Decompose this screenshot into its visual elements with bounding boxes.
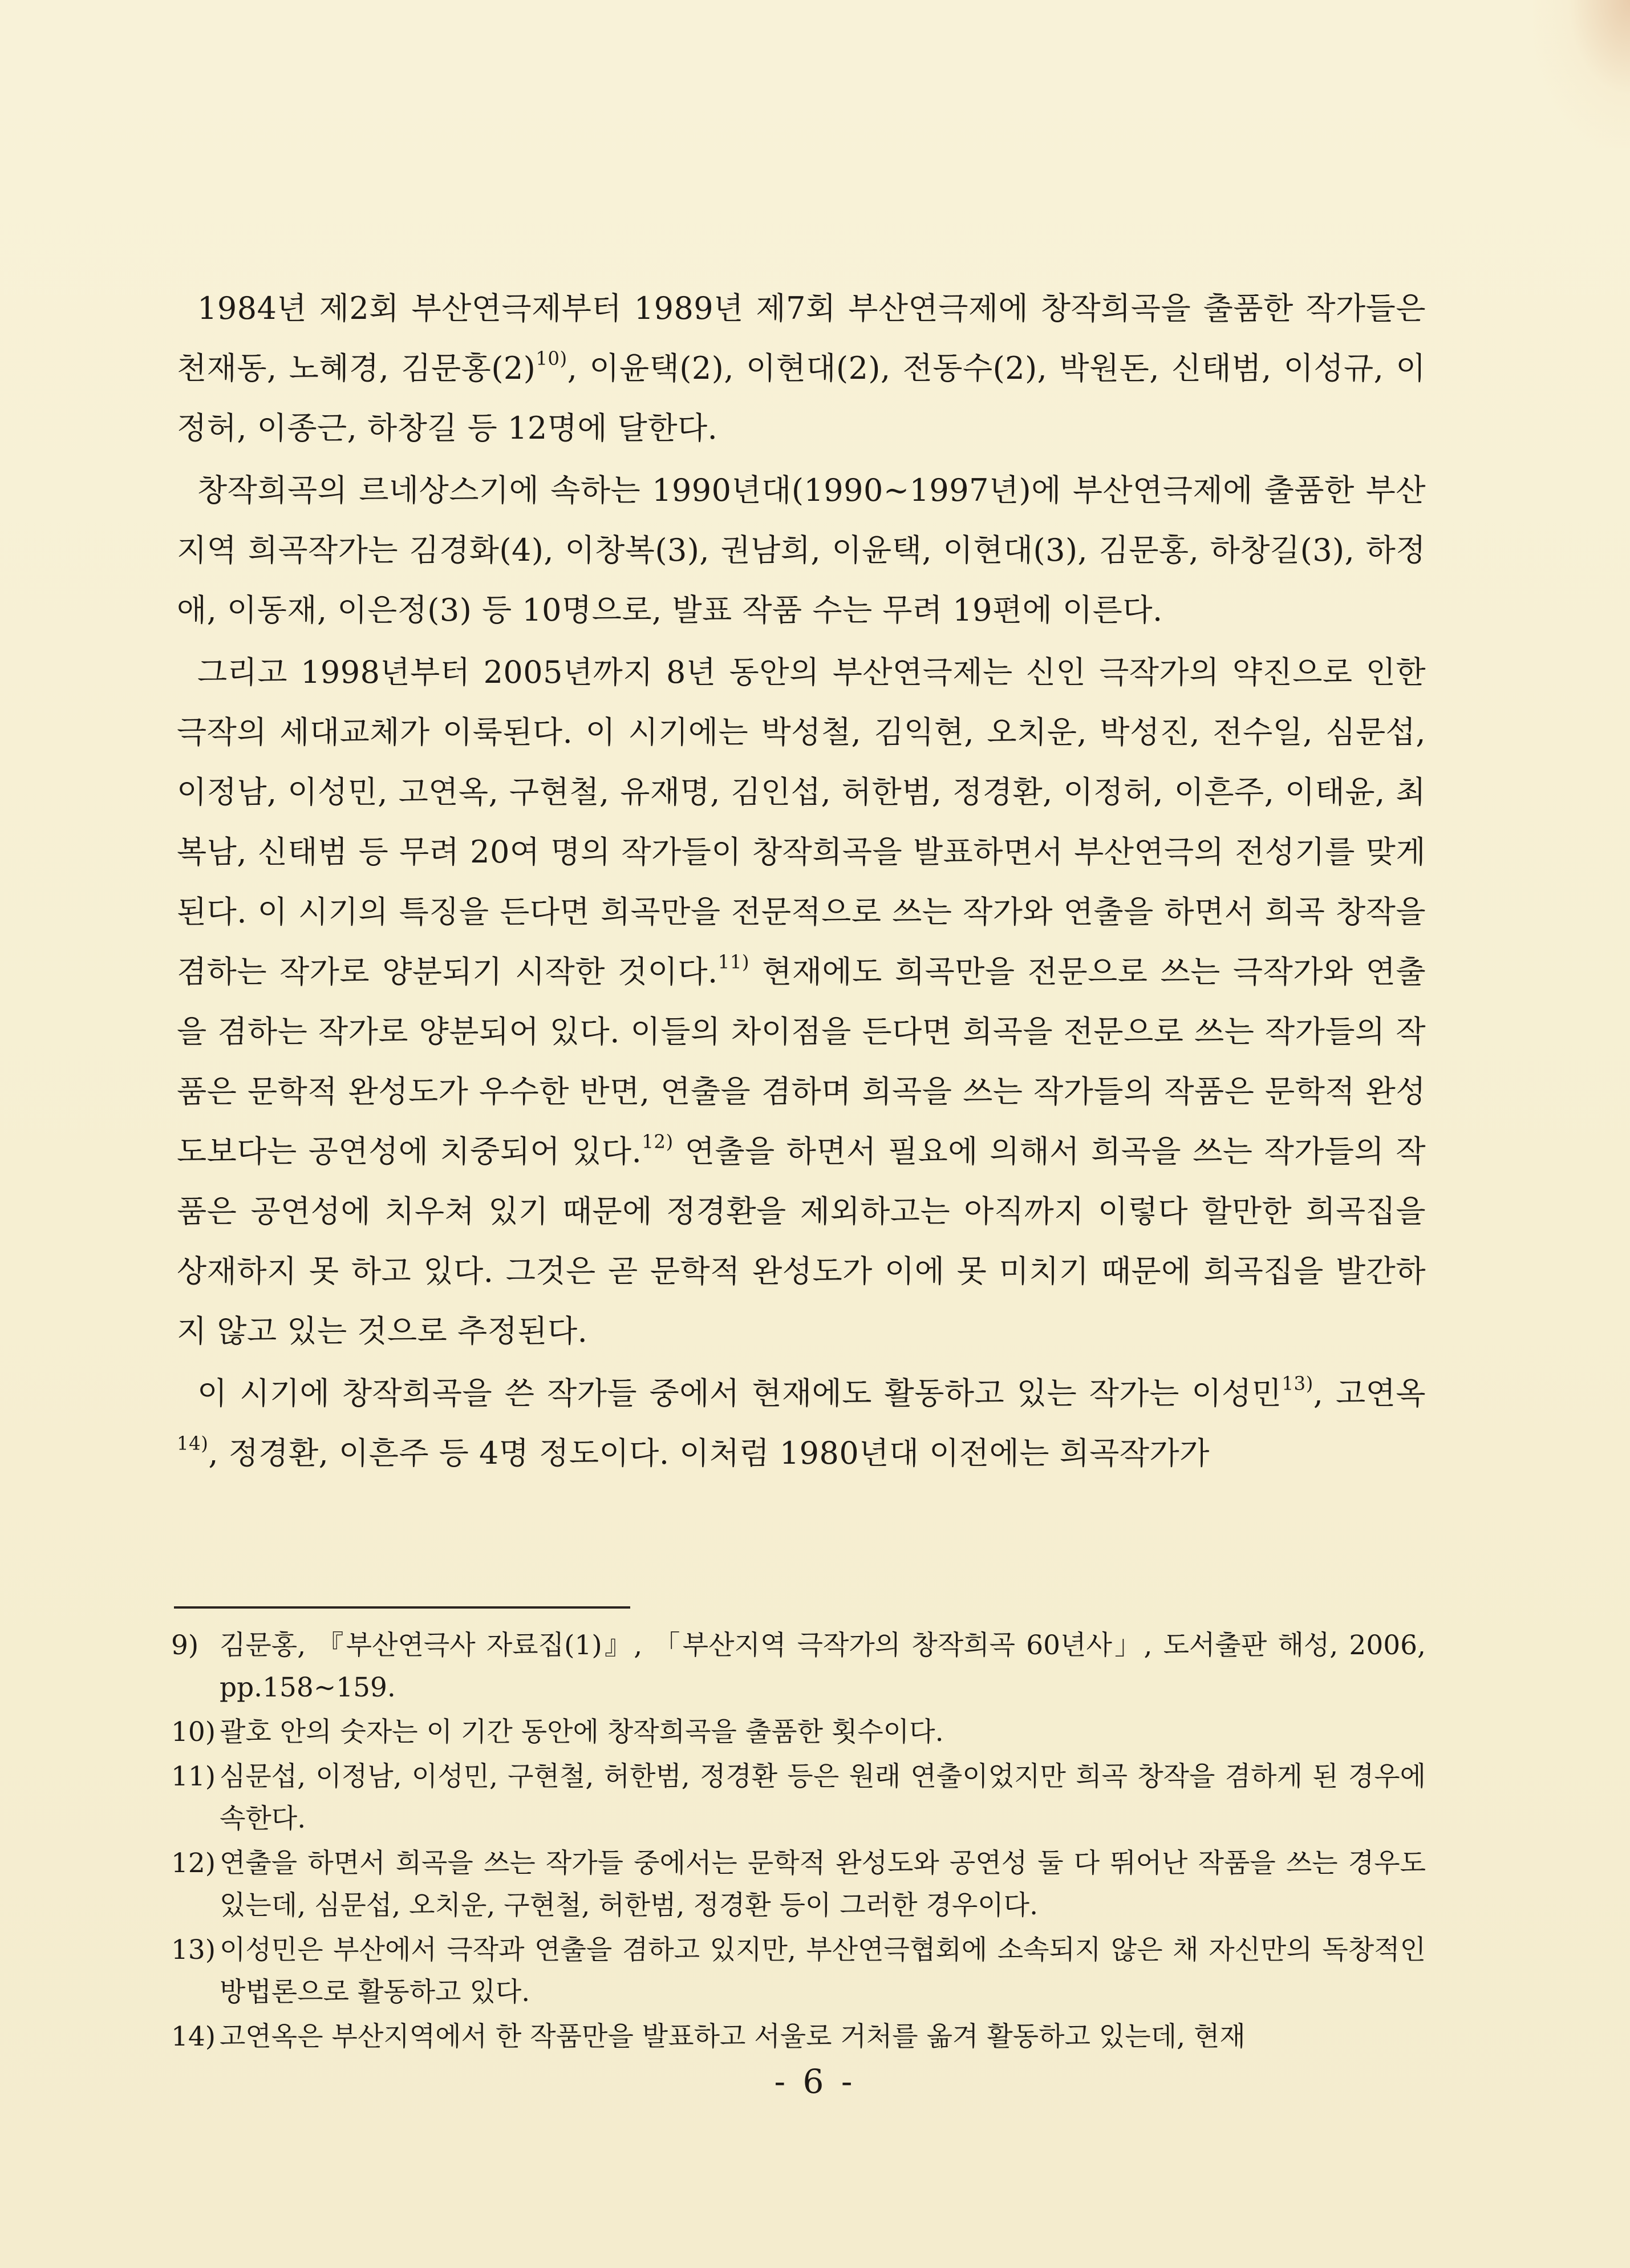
paragraph-text: , 고연옥 bbox=[1313, 1375, 1426, 1411]
footnote bbox=[171, 1756, 1426, 1840]
body-paragraph bbox=[177, 642, 1426, 1361]
footnote-text: 심문섭, 이정남, 이성민, 구현철, 허한범, 정경환 등은 원래 연출이었지만 희곡 창작을 겸하게 된 경우에 속한다. bbox=[220, 1761, 1426, 1834]
footnote-number: 9) bbox=[171, 1630, 199, 1661]
page-number: - 6 - bbox=[774, 2062, 856, 2101]
footnote-number: 13) bbox=[171, 1934, 216, 1966]
footnote-reference: 12) bbox=[642, 1131, 674, 1153]
footnote-text: 연출을 하면서 희곡을 쓰는 작가들 중에서는 문학적 완성도와 공연성 둘 다 뛰어난 작품을 쓰는 경우도 있는데, 심문섭, 오치운, 구현철, 허한범, 정경환 등이 그러한 경우이다. bbox=[220, 1848, 1426, 1921]
footnote-number: 11) bbox=[171, 1761, 216, 1792]
footnote-reference: 11) bbox=[717, 951, 750, 973]
footnote-number: 14) bbox=[171, 2021, 216, 2052]
body-paragraph bbox=[177, 278, 1426, 458]
footnote bbox=[171, 1711, 1426, 1753]
footnote-reference: 13) bbox=[1282, 1372, 1313, 1395]
paragraph-text: , 이윤택(2), 이현대(2), 전동수(2), 박원돈, 신태범, 이성규, 이정허, 이종근, 하창길 등 12명에 달한다. bbox=[177, 350, 1426, 446]
footnote-reference: 10) bbox=[536, 347, 567, 370]
paragraph-text: , 정경환, 이흔주 등 4명 정도이다. 이처럼 1980년대 이전에는 희곡작가가 bbox=[208, 1435, 1210, 1471]
footnote bbox=[171, 1842, 1426, 1927]
paragraph-text: 1984년 제2회 부산연극제부터 1989년 제7회 부산연극제에 창작희곡을 출품한 작가들은 천재동, 노혜경, 김문홍(2) bbox=[177, 290, 1426, 386]
footnote-separator bbox=[174, 1606, 630, 1609]
paper-stain bbox=[1533, 0, 1630, 148]
paragraph-text: 연출을 하면서 필요에 의해서 희곡을 쓰는 작가들의 작품은 공연성에 치우쳐 있기 때문에 정경환을 제외하고는 아직까지 이렇다 할만한 희곡집을 상재하지 못 하고 있다. 그것은 곧 문학적 완성도가 이에 못 미치기 때문에 희곡집을 발간하지 않고 있는 것으로 추정된다. bbox=[177, 1133, 1426, 1349]
footnote bbox=[171, 1929, 1426, 2014]
body-paragraph bbox=[177, 460, 1426, 640]
footnote-number: 10) bbox=[171, 1716, 216, 1748]
footnote-text: 고연옥은 부산지역에서 한 작품만을 발표하고 서울로 거처를 옮겨 활동하고 있는데, 현재 bbox=[220, 2021, 1246, 2052]
footnote-text: 김문홍, 『부산연극사 자료집(1)』, 「부산지역 극작가의 창작희곡 60년사」, 도서출판 해성, 2006, pp.158∼159. bbox=[220, 1630, 1426, 1703]
footnote bbox=[171, 2016, 1426, 2058]
paragraph-text: 그리고 1998년부터 2005년까지 8년 동안의 부산연극제는 신인 극작가의 약진으로 인한 극작의 세대교체가 이룩된다. 이 시기에는 박성철, 김익현, 오치운, 박성진, 전수일, 심문섭, 이정남, 이성민, 고연옥, 구현철, 유재명, 김인섭, 허한범, 정경환, 이정허, 이흔주, 이태윤, 최복남, 신태범 등 무려 20여 명의 작가들이 창작희곡을 발표하면서 부산연극의 전성기를 맞게 된다. 이 시기의 특징을 든다면 희곡만을 전문적으로 쓰는 작가와 연출을 하면서 희곡 창작을 겸하는 작가로 양분되기 시작한 것이다. bbox=[177, 654, 1426, 990]
body-text bbox=[177, 278, 1426, 1485]
footnotes bbox=[171, 1625, 1426, 2060]
footnote-text: 이성민은 부산에서 극작과 연출을 겸하고 있지만, 부산연극협회에 소속되지 않은 채 자신만의 독창적인 방법론으로 활동하고 있다. bbox=[220, 1934, 1426, 2008]
footnote-reference: 14) bbox=[177, 1432, 209, 1455]
footnote-text: 괄호 안의 숫자는 이 기간 동안에 창작희곡을 출품한 횟수이다. bbox=[220, 1716, 944, 1748]
paragraph-text: 창작희곡의 르네상스기에 속하는 1990년대(1990∼1997년)에 부산연극제에 출품한 부산지역 희곡작가는 김경화(4), 이창복(3), 권남희, 이윤택, 이현대(3), 김문홍, 하창길(3), 하정애, 이동재, 이은정(3) 등 10명으로, 발표 작품 수는 무려 19편에 이른다. bbox=[177, 472, 1426, 628]
body-paragraph bbox=[177, 1363, 1426, 1483]
footnote bbox=[171, 1625, 1426, 1709]
paragraph-text: 현재에도 희곡만을 전문으로 쓰는 극작가와 연출을 겸하는 작가로 양분되어 있다. 이들의 차이점을 든다면 희곡을 전문으로 쓰는 작가들의 작품은 문학적 완성도가 우수한 반면, 연출을 겸하며 희곡을 쓰는 작가들의 작품은 문학적 완성도보다는 공연성에 치중되어 있다. bbox=[177, 954, 1426, 1169]
paragraph-text: 이 시기에 창작희곡을 쓴 작가들 중에서 현재에도 활동하고 있는 작가는 이성민 bbox=[197, 1375, 1282, 1411]
footnote-number: 12) bbox=[171, 1848, 216, 1879]
